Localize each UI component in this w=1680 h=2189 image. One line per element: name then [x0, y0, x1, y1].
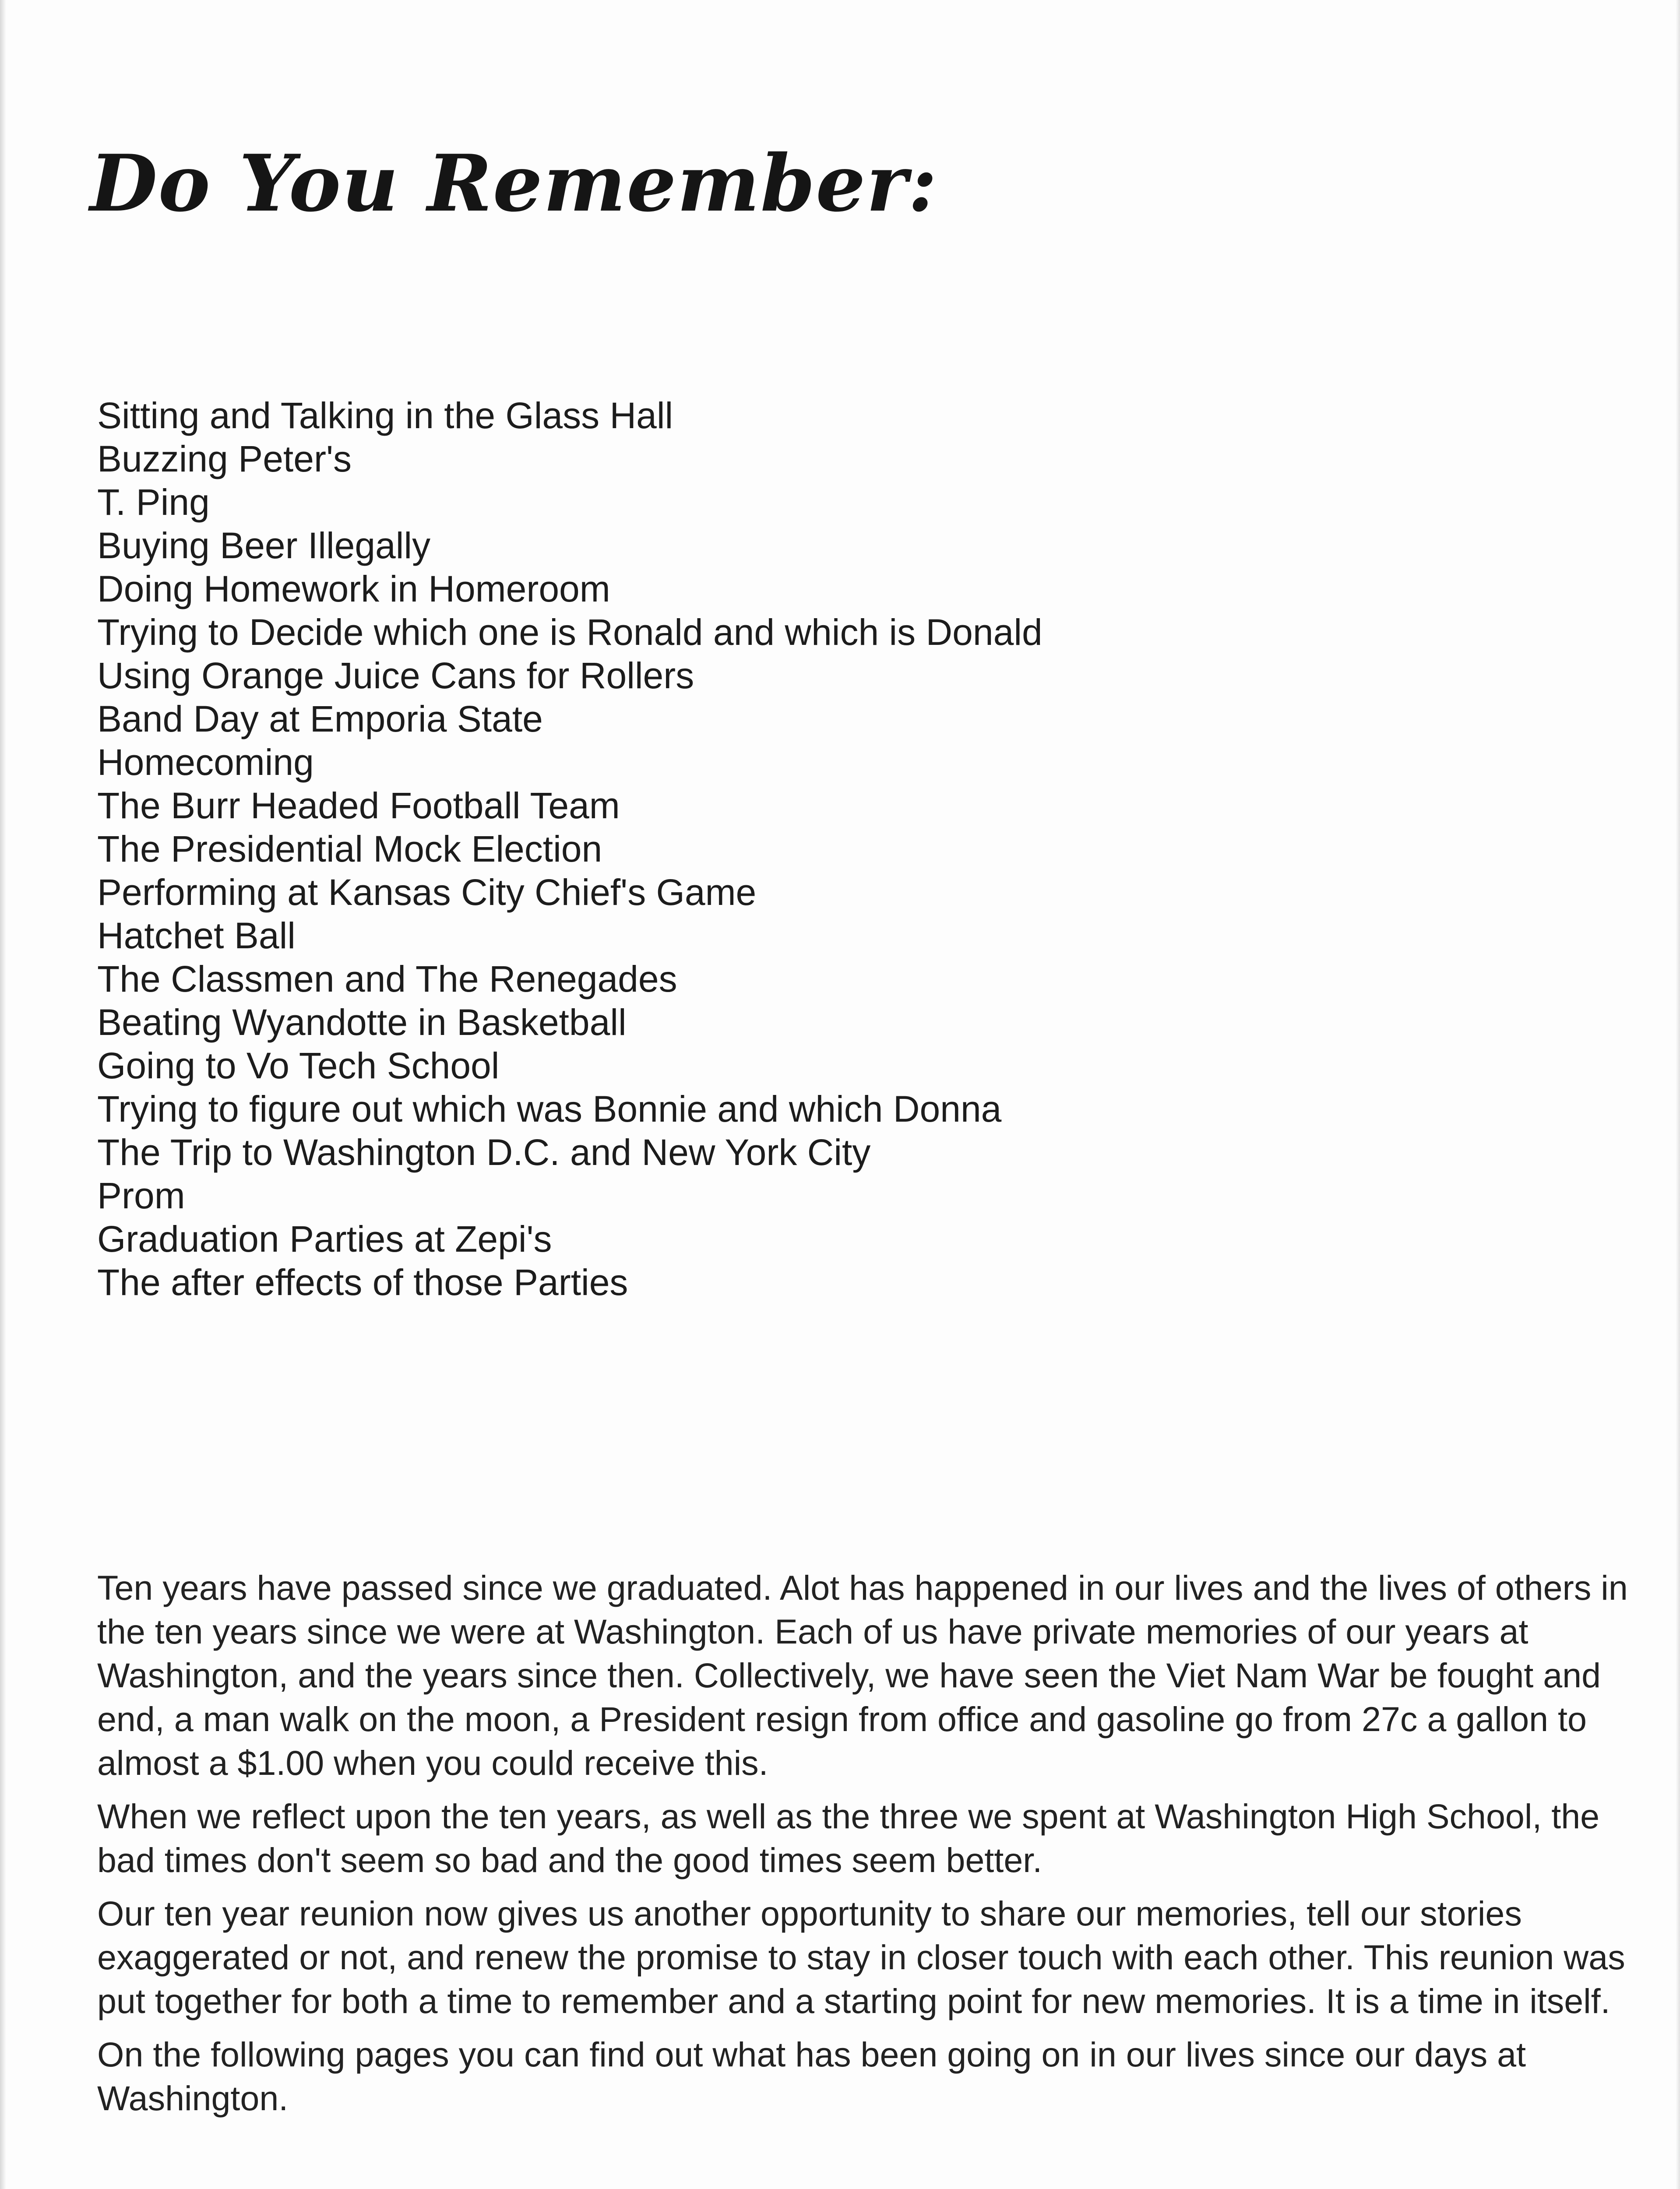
list-item: Performing at Kansas City Chief's Game	[97, 872, 757, 913]
paragraph-ten-years: Ten years have passed since we graduated. Alot has happened in our lives and the lives of others in the ten years since we were at Washington. Each of us have private memories of our years at Washington, and the years since then. Collectively, we have seen the Viet Nam War be fought and end, a man walk on the moon, a President resign from office and gasoline go from 27c a gallon to almost a $1.00 when you could receive this.	[97, 1568, 1628, 1782]
list-item: Doing Homework in Homeroom	[97, 568, 610, 609]
list-item: The Burr Headed Football Team	[97, 785, 620, 826]
list-item: Prom	[97, 1175, 185, 1216]
list-item: Beating Wyandotte in Basketball	[97, 1002, 627, 1043]
paragraph-reunion: Our ten year reunion now gives us another opportunity to share our memories, tell our stories exaggerated or not, and renew the promise to stay in closer touch with each other. This reunion was put together for both a time to remember and a starting point for new memories. It is a time in itself.	[97, 1894, 1625, 2020]
reunion-message	[97, 1566, 1630, 2130]
list-item: Using Orange Juice Cans for Rollers	[97, 655, 694, 696]
list-item: Homecoming	[97, 742, 314, 783]
page-title: Do You Remember:	[90, 137, 938, 229]
memories-list	[97, 394, 1043, 1304]
paragraph-following-pages: On the following pages you can find out what has been going on in our lives since our days at Washington.	[97, 2035, 1526, 2118]
list-item: Trying to Decide which one is Ronald and which is Donald	[97, 612, 1043, 653]
list-item: The after effects of those Parties	[97, 1262, 628, 1303]
list-item: Graduation Parties at Zepi's	[97, 1218, 552, 1260]
list-item: Trying to figure out which was Bonnie and which Donna	[97, 1088, 1002, 1130]
list-item: T. Ping	[97, 482, 210, 523]
list-item: The Trip to Washington D.C. and New York City	[97, 1132, 871, 1173]
list-item: Going to Vo Tech School	[97, 1045, 500, 1086]
page-edge-right	[1676, 0, 1680, 2189]
paragraph-reflection: When we reflect upon the ten years, as well as the three we spent at Washington High School, the bad times don't seem so bad and the good times seem better.	[97, 1797, 1600, 1879]
list-item: The Classmen and The Renegades	[97, 958, 677, 999]
list-item: Buzzing Peter's	[97, 438, 352, 479]
list-item: Band Day at Emporia State	[97, 698, 543, 739]
list-item: Hatchet Ball	[97, 915, 296, 956]
list-item: Sitting and Talking in the Glass Hall	[97, 395, 673, 436]
list-item: Buying Beer Illegally	[97, 525, 431, 566]
list-item: The Presidential Mock Election	[97, 828, 602, 869]
page-edge-left	[0, 0, 6, 2189]
